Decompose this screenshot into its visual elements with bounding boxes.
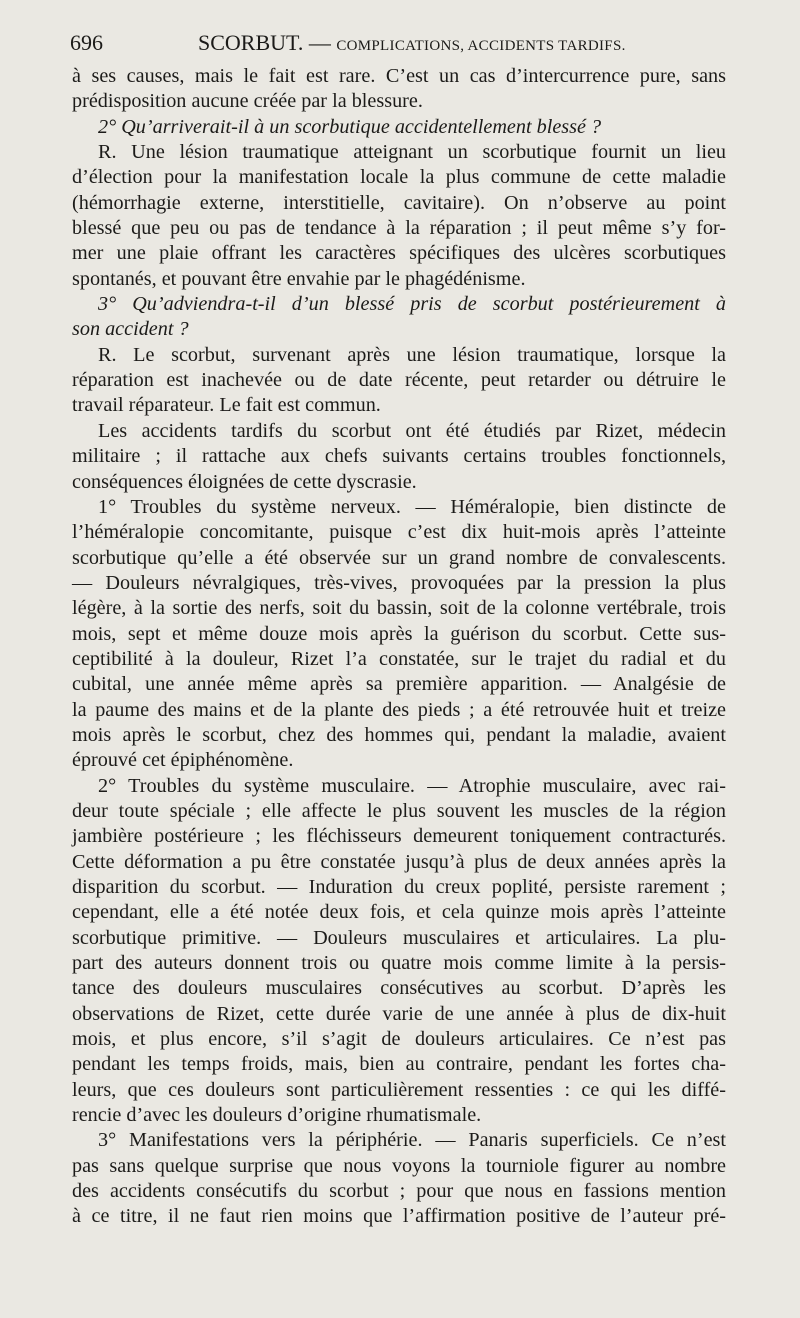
- running-title: [198, 30, 626, 56]
- running-title-main: SCORBUT.: [198, 30, 304, 55]
- page-number: 696: [70, 30, 103, 55]
- text-line: [72, 622, 726, 647]
- text-line: [72, 1078, 726, 1103]
- text-line: [72, 774, 726, 799]
- text-line-content: à ses causes, mais le fait est rare. C’est un cas d’intercurrence pure, sans: [72, 65, 726, 87]
- text-line: [72, 64, 726, 89]
- text-line: [72, 1052, 726, 1077]
- text-line: [72, 444, 726, 469]
- text-line: [72, 343, 726, 368]
- text-line-content: mois, et plus encore, s’il s’agit de douleurs articulaires. Ce n’est pas: [72, 1028, 726, 1051]
- text-line-content: rencie d’avec les douleurs d’origine rhumatismale.: [72, 1104, 482, 1127]
- text-line: [72, 875, 726, 900]
- text-line: [72, 419, 726, 444]
- text-line-content: deur toute spéciale ; elle affecte le plus souvent les muscles de la région: [72, 799, 726, 822]
- text-line: [72, 1128, 726, 1153]
- text-line-content: réparation est inachevée ou de date récente, peut retarder ou détruire le: [72, 369, 726, 392]
- running-title-subtitle: COMPLICATIONS, ACCIDENTS TARDIFS.: [336, 38, 626, 54]
- text-line-content: d’élection pour la manifestation locale la plus commune de cette maladie: [72, 166, 726, 189]
- text-line: [72, 292, 726, 317]
- text-line: [72, 241, 726, 266]
- text-line: [72, 824, 726, 849]
- text-line-content: la paume des mains et de la plante des pieds ; a été retrouvée huit et treize: [72, 698, 726, 721]
- text-line-content: militaire ; il rattache aux chefs suivants certains troubles fonctionnels,: [72, 445, 726, 468]
- text-line: [72, 799, 726, 824]
- text-line: [72, 368, 726, 393]
- text-line: [72, 926, 726, 951]
- text-line-content: son accident ?: [72, 318, 189, 341]
- text-line-content: scorbutique qu’elle a été observée sur un grand nombre de convalescents.: [72, 546, 726, 569]
- text-line-content: cependant, elle a été notée deux fois, et cela quinze mois après l’atteinte: [72, 901, 726, 924]
- text-line-content: 1° Troubles du système nerveux. — Héméralopie, bien distincte de: [98, 495, 726, 518]
- text-line-content: mer une plaie offrant les caractères spécifiques des ulcères scorbutiques: [72, 242, 726, 265]
- text-line: [72, 495, 726, 520]
- text-line-content: mois après le scorbut, chez des hommes qui, pendant la maladie, avaient: [72, 723, 726, 746]
- text-line-content: disparition du scorbut. — Induration du creux poplité, persiste rarement ;: [72, 876, 726, 898]
- text-line-content: blessé que peu ou pas de tendance à la réparation ; il peut même s’y for-: [72, 217, 726, 240]
- text-line: [72, 1103, 726, 1128]
- text-line: [72, 850, 726, 875]
- running-title-dash: —: [303, 30, 337, 55]
- text-line-content: R. Une lésion traumatique atteignant un scorbutique fournit un lieu: [98, 141, 726, 164]
- text-line-content: des accidents consécutifs du scorbut ; pour que nous en fassions mention: [72, 1180, 726, 1203]
- text-line-content: ceptibilité à la douleur, Rizet l’a constatée, sur le trajet du radial et du: [72, 647, 726, 670]
- text-line: [72, 140, 726, 165]
- text-line-content: jambière postérieure ; les fléchisseurs demeurent toniquement contracturés.: [72, 825, 726, 848]
- text-line: [72, 393, 726, 418]
- text-line-content: tance des douleurs musculaires consécutives au scorbut. D’après les: [72, 977, 726, 1000]
- text-line-content: légère, à la sortie des nerfs, soit du bassin, soit de la colonne vertébrale, trois: [72, 597, 726, 620]
- text-line-content: Cette déformation a pu être constatée jusqu’à plus de deux années après la: [72, 850, 726, 873]
- text-line-content: Les accidents tardifs du scorbut ont été étudiés par Rizet, médecin: [98, 419, 726, 442]
- text-line: [72, 571, 726, 596]
- running-header: [70, 30, 730, 60]
- text-line: [72, 267, 726, 292]
- text-line-content: 2° Qu’arriverait-il à un scorbutique accidentellement blessé ?: [98, 115, 602, 138]
- text-line-content: 2° Troubles du système musculaire. — Atrophie musculaire, avec rai-: [98, 774, 726, 797]
- text-line: [72, 1179, 726, 1204]
- text-line-content: travail réparateur. Le fait est commun.: [72, 394, 381, 417]
- text-line-content: pas sans quelque surprise que nous voyons la tourniole figurer au nombre: [72, 1154, 726, 1177]
- text-line: [72, 596, 726, 621]
- text-line: [72, 317, 726, 342]
- text-line-content: part des auteurs donnent trois ou quatre mois comme limite à la persis-: [72, 952, 726, 975]
- text-line: [72, 191, 726, 216]
- text-line-content: conséquences éloignées de cette dyscrasie.: [72, 470, 417, 493]
- text-line: [72, 216, 726, 241]
- text-line: [72, 672, 726, 697]
- text-line: [72, 1204, 726, 1229]
- text-line: [72, 1027, 726, 1052]
- text-line-content: leurs, que ces douleurs sont particulièrement ressenties : ce qui les diffé-: [72, 1078, 726, 1101]
- text-line: [72, 976, 726, 1001]
- text-line: [72, 520, 726, 545]
- text-line-content: l’héméralopie concomitante, puisque c’est dix huit-mois après l’atteinte: [72, 521, 726, 544]
- text-line-content: prédisposition aucune créée par la blessure.: [72, 90, 423, 113]
- text-line: [72, 89, 726, 114]
- text-line-content: à ce titre, il ne faut rien moins que l’affirmation positive de l’auteur pré-: [72, 1205, 726, 1228]
- text-line-content: — Douleurs névralgiques, très-vives, provoquées par la pression la plus: [72, 571, 726, 594]
- text-line-content: éprouvé cet épiphénomène.: [72, 749, 294, 772]
- text-line-content: scorbutique primitive. — Douleurs musculaires et articulaires. La plu-: [72, 926, 726, 949]
- text-line-content: (hémorrhagie externe, interstitielle, cavitaire). On n’observe au point: [72, 191, 726, 214]
- text-line: [72, 698, 726, 723]
- text-line: [72, 1154, 726, 1179]
- text-line: [72, 1002, 726, 1027]
- text-line-content: cubital, une année même après sa première apparition. — Analgésie de: [72, 673, 726, 696]
- text-line: [72, 951, 726, 976]
- page-body-text: [72, 64, 726, 1230]
- text-line-content: 3° Manifestations vers la périphérie. — Panaris superficiels. Ce n’est: [98, 1129, 726, 1152]
- text-line-content: mois, sept et même douze mois après la guérison du scorbut. Cette sus-: [72, 622, 726, 645]
- text-line: [72, 165, 726, 190]
- text-line: [72, 470, 726, 495]
- text-line-content: 3° Qu’adviendra-t-il d’un blessé pris de scorbut postérieurement à: [98, 293, 726, 316]
- text-line-content: observations de Rizet, cette durée varie de une année à plus de dix-huit: [72, 1002, 726, 1025]
- text-line: [72, 748, 726, 773]
- text-line: [72, 900, 726, 925]
- text-line-content: R. Le scorbut, survenant après une lésion traumatique, lorsque la: [98, 343, 726, 366]
- text-line: [72, 647, 726, 672]
- text-line-content: pendant les temps froids, mais, bien au contraire, pendant les fortes cha-: [72, 1053, 726, 1076]
- text-line: [72, 723, 726, 748]
- text-line: [72, 546, 726, 571]
- text-line-content: spontanés, et pouvant être envahie par le phagédénisme.: [72, 267, 526, 290]
- text-line: [72, 115, 726, 140]
